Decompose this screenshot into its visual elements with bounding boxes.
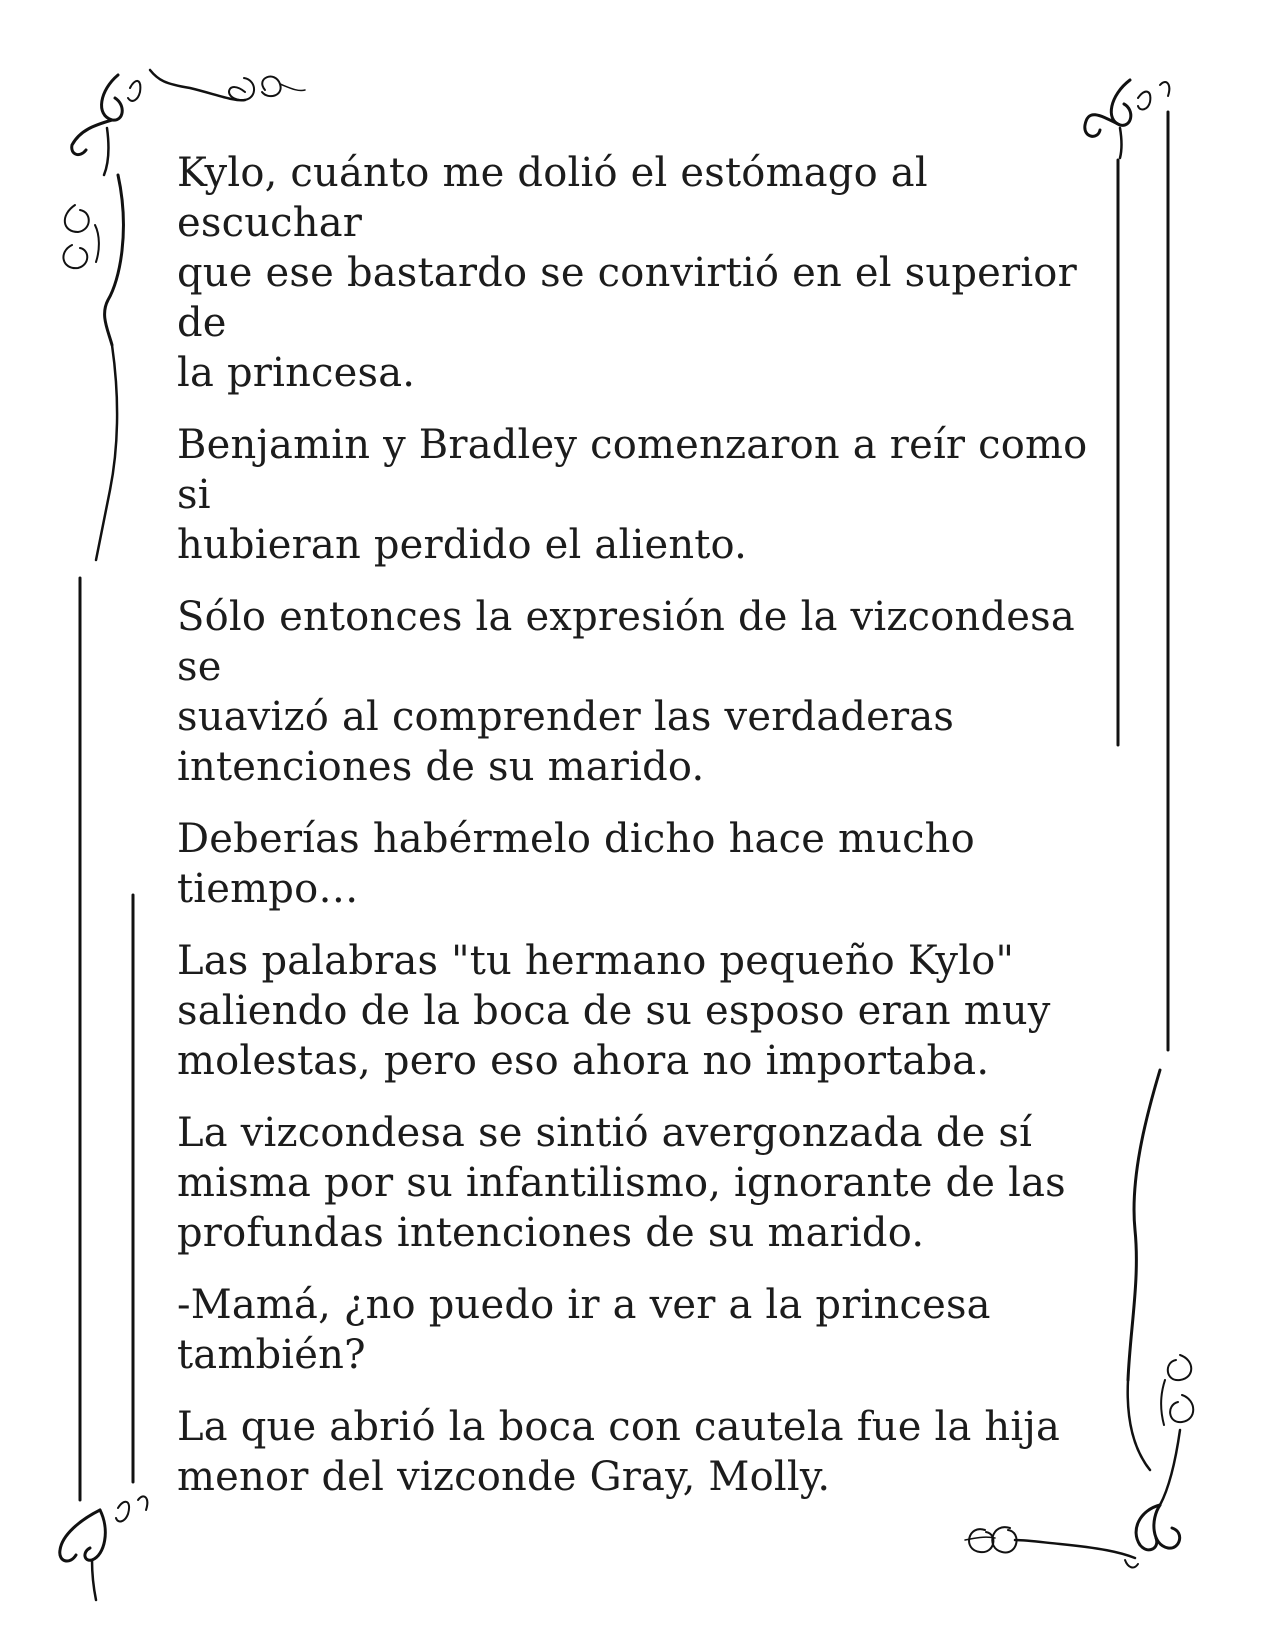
bottom-left-flourish-ornament-icon — [60, 1496, 148, 1600]
paragraph-5: Las palabras "tu hermano pequeño Kylo" saliendo de la boca de su esposo eran muy molestas, pero eso ahora no importaba. — [177, 938, 1051, 1084]
paragraph-6: La vizcondesa se sintió avergonzada de sí misma por su infantilismo, ignorante de las profundas intenciones de su marido. — [177, 1110, 1066, 1256]
paragraph-7: -Mamá, ¿no puedo ir a ver a la princesa también? — [177, 1282, 991, 1378]
top-right-flourish-ornament-icon — [1085, 80, 1169, 158]
document-body — [177, 148, 1097, 1524]
paragraph-2: Benjamin y Bradley comenzaron a reír como si hubieran perdido el aliento. — [177, 422, 1088, 568]
paragraph-3: Sólo entonces la expresión de la vizcondesa se suavizó al comprender las verdaderas intenciones de su marido. — [177, 594, 1075, 790]
paragraph-8: La que abrió la boca con cautela fue la hija menor del vizconde Gray, Molly. — [177, 1404, 1061, 1500]
paragraph-4: Deberías habérmelo dicho hace mucho tiempo… — [177, 816, 975, 912]
paragraph-1: Kylo, cuánto me dolió el estómago al escuchar que ese bastardo se convirtió en el superior de la princesa. — [177, 150, 1077, 396]
